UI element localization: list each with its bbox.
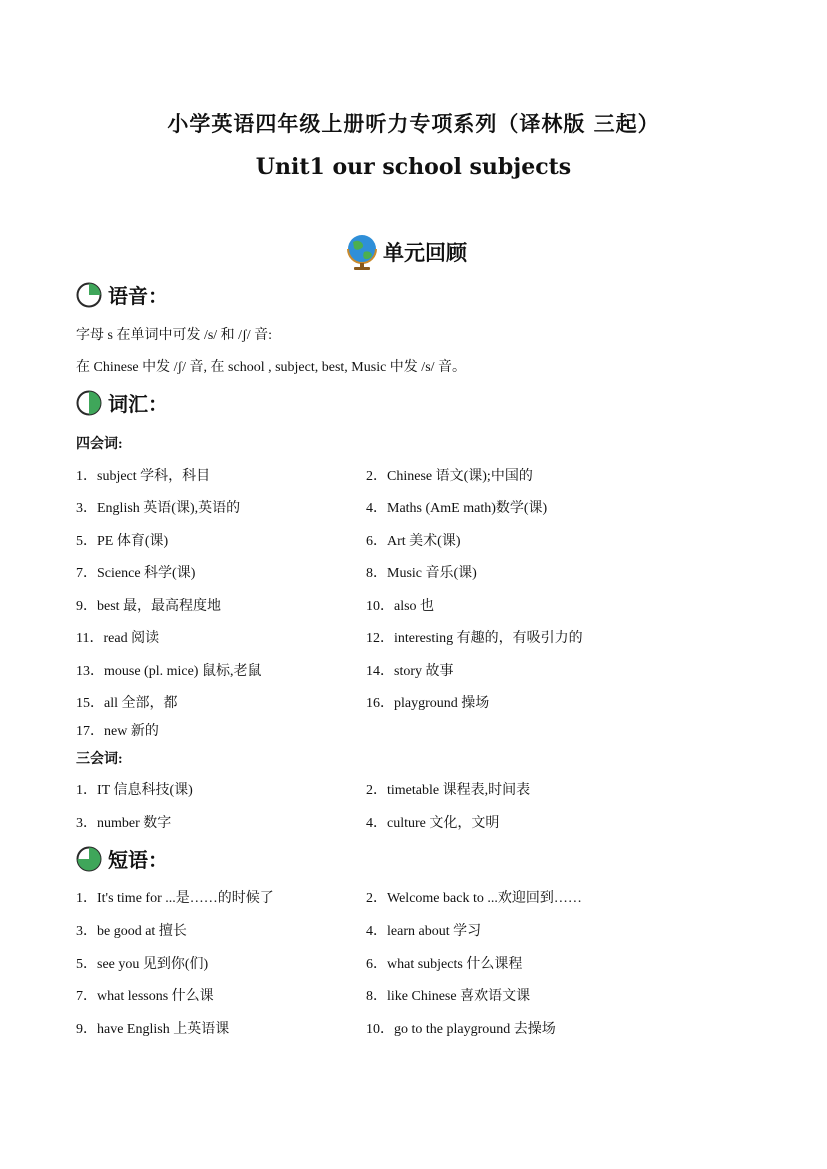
three-skill-words-label: 三会词: [76, 752, 123, 767]
phrase-item: 7．what lessons 什么课 [76, 989, 214, 1004]
vocab-item: 2．Chinese 语文(课);中国的 [366, 469, 533, 484]
vocab-item: 12．interesting 有趣的，有吸引力的 [366, 631, 583, 646]
unit-review-heading [345, 232, 467, 272]
phrase-item: 5．see you 见到你(们) [76, 957, 209, 972]
phrase-item: 8．like Chinese 喜欢语文课 [366, 989, 531, 1004]
phrase-item: 4．learn about 学习 [366, 924, 482, 939]
globe-icon [345, 232, 379, 272]
vocab-item: 7．Science 科学(课) [76, 566, 196, 581]
phonics-line-1: 字母 s 在单词中可发 /s/ 和 /ʃ/ 音: [76, 328, 273, 343]
phrase-item: 1．It's time for ...是……的时候了 [76, 891, 274, 906]
vocab-item: 3．number 数字 [76, 816, 172, 831]
vocab-item: 15．all 全部，都 [76, 696, 178, 711]
document-title: 小学英语四年级上册听力专项系列（译林版 三起） [167, 111, 660, 136]
phrase-item: 9．have English 上英语课 [76, 1022, 230, 1037]
vocab-item: 4．Maths (AmE math)数学(课) [366, 501, 548, 516]
four-skill-words-label: 四会词: [76, 437, 123, 452]
vocab-item: 1．IT 信息科技(课) [76, 783, 193, 798]
unit-title: Unit1 our school subjects [255, 154, 572, 180]
vocab-item: 3．English 英语(课),英语的 [76, 501, 241, 516]
phrase-item: 10．go to the playground 去操场 [366, 1022, 556, 1037]
vocab-item: 8．Music 音乐(课) [366, 566, 477, 581]
phrase-item: 3．be good at 擅长 [76, 924, 187, 939]
vocab-item: 4．culture 文化，文明 [366, 816, 500, 831]
phonics-line-2: 在 Chinese 中发 /ʃ/ 音, 在 school , subject, best, Music 中发 /s/ 音。 [76, 360, 467, 375]
phrase-item: 2．Welcome back to ...欢迎回到…… [366, 891, 582, 906]
three-quarter-circle-icon [76, 846, 102, 872]
vocab-item: 11．read 阅读 [76, 631, 160, 646]
vocab-heading [76, 388, 168, 417]
phrases-heading [76, 844, 168, 873]
phrases-label: 短语： [108, 848, 168, 872]
vocab-item: 2．timetable 课程表,时间表 [366, 783, 531, 798]
vocab-label: 词汇： [108, 392, 168, 416]
vocab-item: 6．Art 美术(课) [366, 534, 461, 549]
vocab-item: 1．subject 学科，科目 [76, 469, 211, 484]
vocab-item: 14．story 故事 [366, 664, 454, 679]
phonics-label: 语音： [108, 284, 168, 308]
quarter-circle-icon [76, 282, 102, 308]
vocab-item: 17．new 新的 [76, 724, 159, 739]
vocab-item: 16．playground 操场 [366, 696, 490, 711]
vocab-item: 9．best 最，最高程度地 [76, 599, 222, 614]
vocab-item: 5．PE 体育(课) [76, 534, 169, 549]
half-circle-icon [76, 390, 102, 416]
unit-review-label: 单元回顾 [383, 240, 467, 265]
vocab-item: 10．also 也 [366, 599, 435, 614]
vocab-item: 13．mouse (pl. mice) 鼠标,老鼠 [76, 664, 262, 679]
phrase-item: 6．what subjects 什么课程 [366, 957, 523, 972]
phonics-heading [76, 280, 168, 309]
